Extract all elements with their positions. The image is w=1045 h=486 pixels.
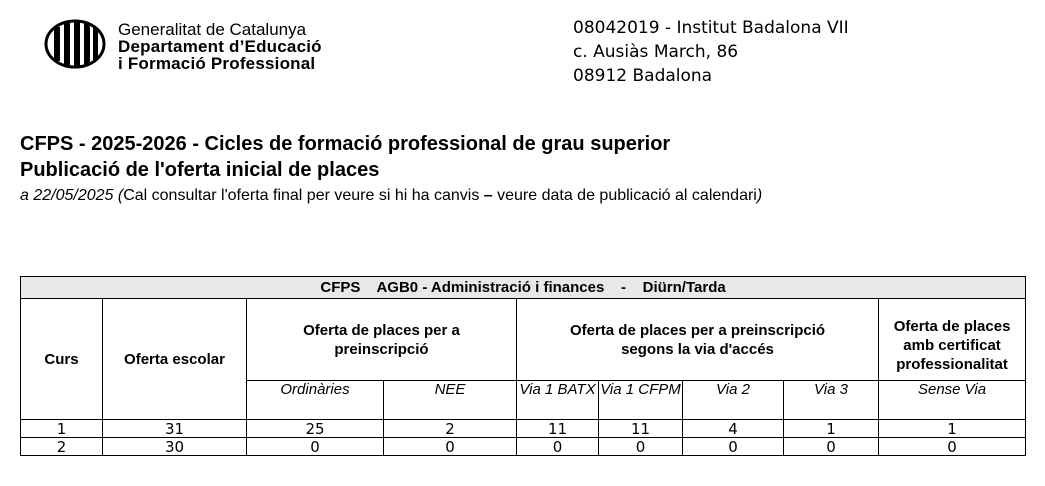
sub-via3: Via 3 [784,381,879,420]
address-line-3: 08912 Badalona [573,66,713,86]
note-close: ) [756,187,763,204]
sub-sense-via: Sense Via [879,381,1026,420]
table-row [21,420,1026,438]
cell-via1-cfpm: 0 [599,438,683,456]
cell-via1-cfpm: 11 [599,420,683,438]
cell-sense-via: 1 [879,420,1026,438]
col-oferta-escolar: Oferta escolar [103,299,247,420]
cell-curs: 1 [21,420,103,438]
cell-via1-batx: 11 [517,420,599,438]
note-text-b: veure data de publicació al calendari [492,187,757,204]
address-line-1: 08042019 - Institut Badalona VII [573,18,849,38]
cell-via3: 1 [784,420,879,438]
col-curs: Curs [21,299,103,420]
note-text-a: Cal consultar l'oferta final per veure si hi ha canvis [123,187,484,204]
cell-via1-batx: 0 [517,438,599,456]
sub-via1-cfpm: Via 1 CFPM [599,381,683,420]
note-dash: – [483,187,493,204]
publication-note [20,187,762,205]
organization-name [118,21,322,72]
cell-oferta: 31 [103,420,247,438]
document-subtitle: Publicació de l'oferta inicial de places [20,159,380,181]
sub-ordinaries: Ordinàries [247,381,384,420]
cell-curs: 2 [21,438,103,456]
cell-ordinaries: 0 [247,438,384,456]
cell-oferta: 30 [103,438,247,456]
generalitat-logo-icon [44,19,106,69]
org-line-3: i Formació Professional [118,54,316,73]
cell-via2: 0 [683,438,784,456]
publication-date: a 22/05/2025 ( [20,187,124,204]
cell-nee: 2 [384,420,517,438]
group-preinscripcio: Oferta de places per a preinscripció [247,299,517,381]
sub-via1-batx: Via 1 BATX [517,381,599,420]
document-title: CFPS - 2025-2026 - Cicles de formació professional de grau superior [20,133,671,155]
group-certificat: Oferta de places amb certificat professionalitat [879,299,1026,381]
cell-via3: 0 [784,438,879,456]
address-line-2: c. Ausiàs March, 86 [573,42,739,62]
cell-nee: 0 [384,438,517,456]
table-row [21,438,1026,456]
org-line-1: Generalitat de Catalunya [118,20,307,39]
cell-via2: 4 [683,420,784,438]
table-heading: CFPS AGB0 - Administració i finances - Diürn/Tarda [21,277,1026,299]
school-address [573,16,849,88]
cell-ordinaries: 25 [247,420,384,438]
sub-nee: NEE [384,381,517,420]
org-line-2: Departament d’Educació [118,37,322,56]
group-via-acces: Oferta de places per a preinscripció segons la via d'accés [517,299,879,381]
cell-sense-via: 0 [879,438,1026,456]
places-table [20,276,1026,456]
sub-via2: Via 2 [683,381,784,420]
